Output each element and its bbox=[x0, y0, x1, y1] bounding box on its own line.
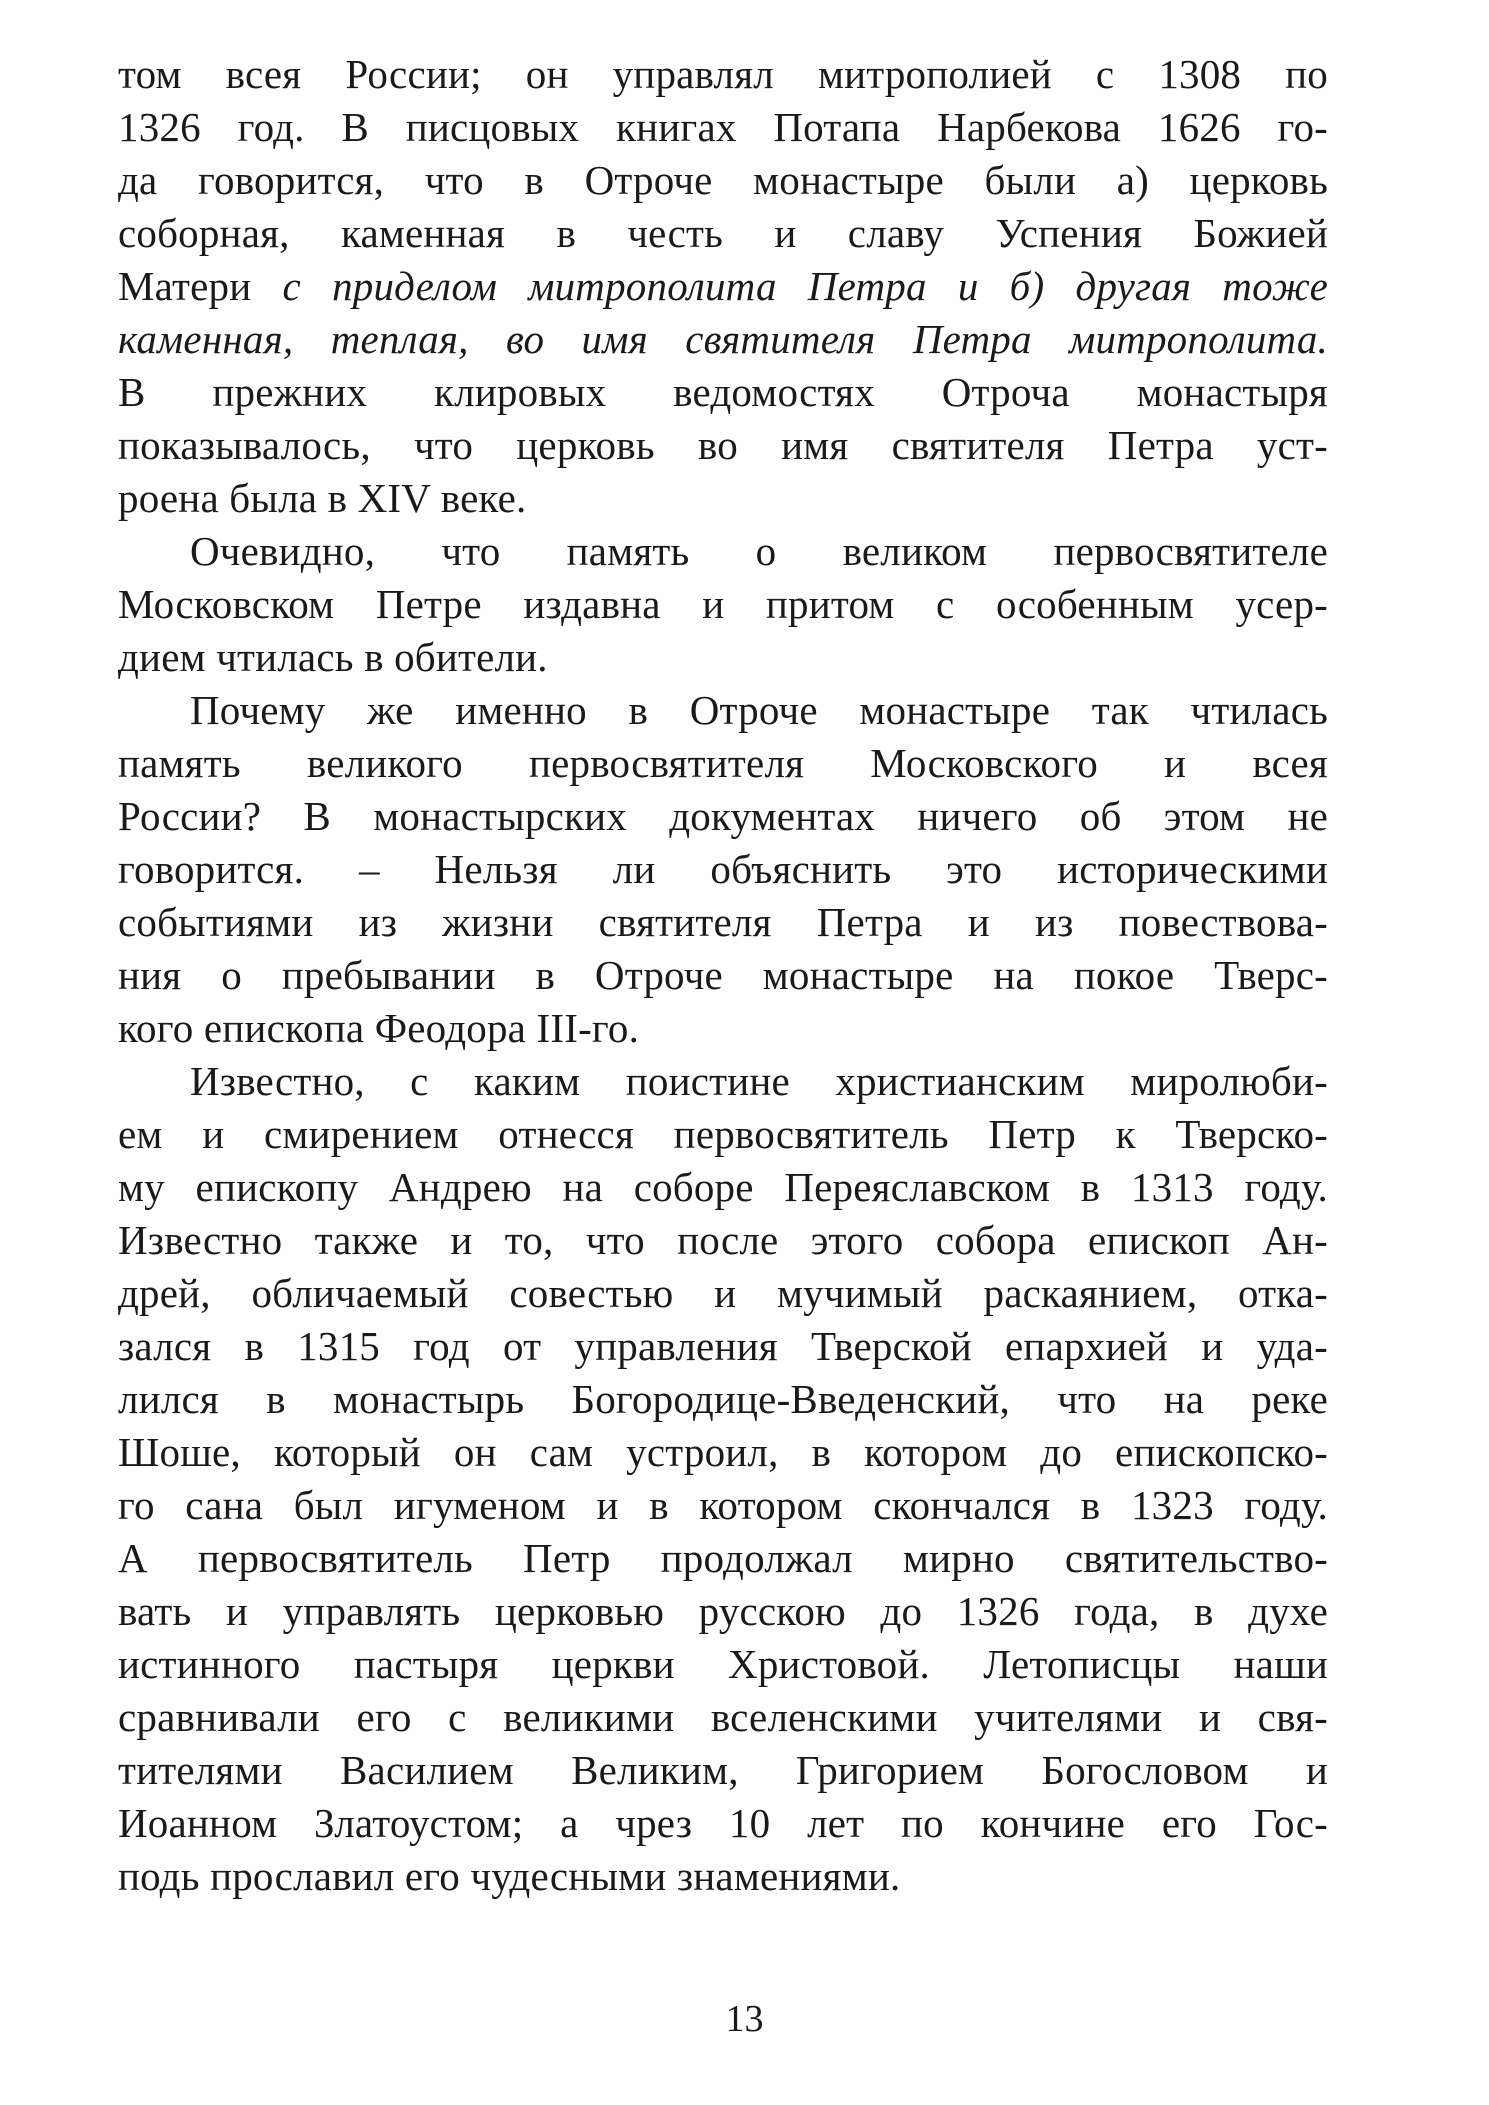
text-line: Шоше, который он сам устроил, в котором до епископско- bbox=[118, 1429, 1328, 1475]
text-line: сравнивали его с великими вселенскими учителями и свя- bbox=[118, 1694, 1328, 1740]
text-line bbox=[118, 260, 1328, 313]
text-line: Московском Петре издавна и притом с особенным усер- bbox=[118, 581, 1328, 627]
page-number: 13 bbox=[725, 1998, 764, 2040]
text-line: лился в монастырь Богородице-Введенский, что на реке bbox=[118, 1376, 1328, 1422]
text-line: Известно, с каким поистине христианским миролюби- bbox=[190, 1058, 1328, 1104]
text-line: вать и управлять церковью русскою до 1326 года, в духе bbox=[118, 1588, 1328, 1634]
text-line: том всея России; он управлял митрополией с 1308 по bbox=[118, 51, 1328, 97]
text-line: Иоанном Златоустом; а чрез 10 лет по кончине его Гос- bbox=[118, 1800, 1328, 1846]
text-line: событиями из жизни святителя Петра и из повествова- bbox=[118, 899, 1328, 945]
text-line: Известно также и то, что после этого собора епископ Ан- bbox=[118, 1217, 1328, 1263]
text-line: го сана был игуменом и в котором скончался в 1323 году. bbox=[118, 1482, 1328, 1528]
text-line: да говорится, что в Отроче монастыре были а) церковь bbox=[118, 157, 1328, 203]
paragraph bbox=[118, 48, 1328, 525]
text-line: говорится. – Нельзя ли объяснить это историческими bbox=[118, 846, 1328, 892]
text-line: Очевидно, что память о великом первосвятителе bbox=[190, 528, 1328, 574]
text-line: истинного пастыря церкви Христовой. Летописцы наши bbox=[118, 1641, 1328, 1687]
text-line: Почему же именно в Отроче монастыре так чтилась bbox=[190, 687, 1328, 733]
text-line: зался в 1315 год от управления Тверской епархией и уда- bbox=[118, 1323, 1328, 1369]
text-line: 1326 год. В писцовых книгах Потапа Нарбекова 1626 го- bbox=[118, 104, 1328, 150]
body-text bbox=[118, 48, 1328, 1903]
text-line: ем и смирением отнесся первосвятитель Петр к Тверско- bbox=[118, 1111, 1328, 1157]
text-line: дием чтилась в обители. bbox=[118, 634, 548, 680]
paragraph bbox=[118, 684, 1328, 1055]
text-line: каменная, теплая, во имя святителя Петра митрополита. bbox=[118, 316, 1328, 362]
text-italic-part: с приделом митрополита Петра и б) другая тоже bbox=[282, 263, 1328, 309]
text-line: России? В монастырских документах ничего об этом не bbox=[118, 793, 1328, 839]
text-line: му епископу Андрею на соборе Переяславском в 1313 году. bbox=[118, 1164, 1328, 1210]
paragraph bbox=[118, 1055, 1328, 1903]
text-line: А первосвятитель Петр продолжал мирно святительство- bbox=[118, 1535, 1328, 1581]
text-line: подь прославил его чудесными знамениями. bbox=[118, 1853, 901, 1899]
text-line: соборная, каменная в честь и славу Успения Божией bbox=[118, 210, 1328, 256]
text-line: В прежних клировых ведомостях Отроча монастыря bbox=[118, 369, 1328, 415]
text-line: тителями Василием Великим, Григорием Богословом и bbox=[118, 1747, 1328, 1793]
text-line: кого епископа Феодора III-го. bbox=[118, 1005, 640, 1051]
text-line: память великого первосвятителя Московского и всея bbox=[118, 740, 1328, 786]
paragraph bbox=[118, 525, 1328, 684]
text-roman-part: Матери bbox=[118, 263, 283, 309]
text-line: дрей, обличаемый совестью и мучимый раскаянием, отка- bbox=[118, 1270, 1328, 1316]
text-line: ния о пребывании в Отроче монастыре на покое Тверс- bbox=[118, 952, 1328, 998]
text-line: роена была в XIV веке. bbox=[118, 475, 527, 521]
text-line: показывалось, что церковь во имя святителя Петра уст- bbox=[118, 422, 1328, 468]
